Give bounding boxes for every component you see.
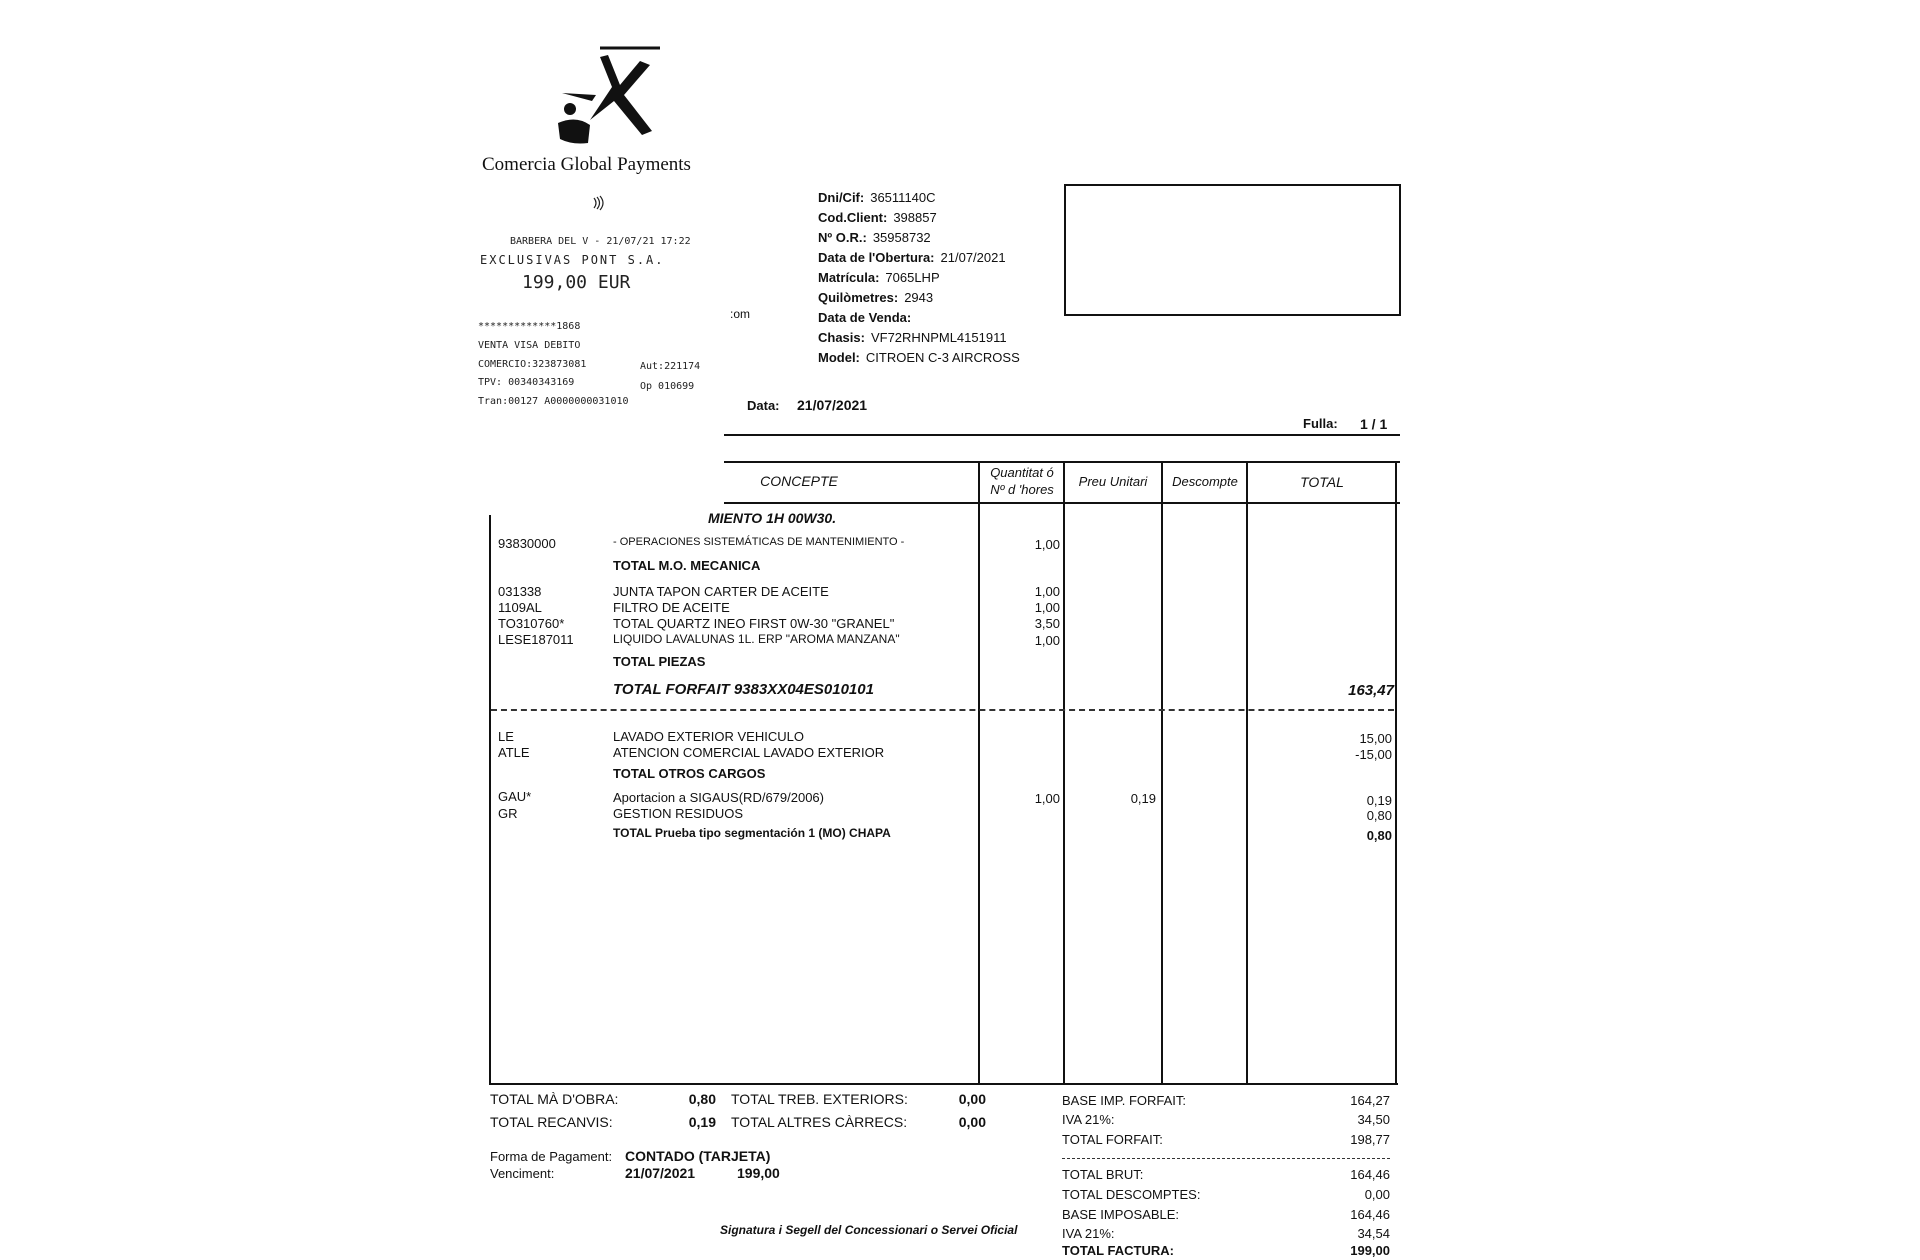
info-opening-date: Data de l'Obertura: 21/07/2021 xyxy=(818,250,1006,265)
labor-total-footer-value: 0,80 xyxy=(688,1091,716,1107)
receipt-comercio: COMERCIO:323873081 xyxy=(478,359,587,370)
contactless-icon xyxy=(590,195,606,214)
receipt-location-date: BARBERA DEL V - 21/07/21 17:22 xyxy=(510,236,691,247)
section-divider xyxy=(491,709,1394,711)
part-desc: FILTRO DE ACEITE xyxy=(613,600,730,615)
date-value: 21/07/2021 xyxy=(797,397,868,413)
other-desc: GESTION RESIDUOS xyxy=(613,806,744,821)
segment-label: TOTAL Prueba tipo segmentación 1 (MO) CHAPA xyxy=(613,826,891,840)
forfait-label: TOTAL FORFAIT 9383XX04ES010101 xyxy=(613,681,874,698)
other-charges-label: TOTAL ALTRES CÀRRECS: xyxy=(731,1114,908,1130)
summary-value: 198,77 xyxy=(1350,1132,1390,1147)
info-km: Quilòmetres: 2943 xyxy=(818,290,934,305)
summary-label: IVA 21%: xyxy=(1062,1226,1115,1241)
summary-label: BASE IMPOSABLE: xyxy=(1062,1207,1180,1222)
other-total: -15,00 xyxy=(1355,747,1392,762)
summary-value: 34,54 xyxy=(1357,1226,1390,1241)
other-desc: ATENCION COMERCIAL LAVADO EXTERIOR xyxy=(613,745,885,760)
parts-total-footer-value: 0,19 xyxy=(688,1114,716,1130)
col-concept: CONCEPTE xyxy=(760,473,838,489)
signature-caption: Signatura i Segell del Concessionari o Servei Oficial xyxy=(720,1223,1018,1237)
info-sale-date: Data de Venda: xyxy=(818,310,912,325)
part-qty: 1,00 xyxy=(1034,584,1060,599)
labor-code: 93830000 xyxy=(498,536,556,551)
summary-label: TOTAL DESCOMPTES: xyxy=(1062,1187,1201,1202)
summary-label: IVA 21%: xyxy=(1062,1112,1115,1127)
col-total: TOTAL xyxy=(1300,474,1344,490)
receipt-tpv: TPV: 00340343169 xyxy=(478,377,575,388)
sheet-label: Fulla: xyxy=(1303,416,1338,431)
info-dni: Dni/Cif: 36511140C xyxy=(818,190,936,205)
summary-label: BASE IMP. FORFAIT: xyxy=(1062,1093,1187,1108)
info-client-code: Cod.Client: 398857 xyxy=(818,210,937,225)
other-qty: 1,00 xyxy=(1034,791,1060,806)
sheet-value: 1 / 1 xyxy=(1360,416,1388,432)
summary-value: 0,00 xyxy=(1364,1187,1390,1202)
brand-name: Comercia Global Payments xyxy=(482,154,691,175)
part-code: 1109AL xyxy=(498,600,542,615)
receipt-aut: Aut:221174 xyxy=(640,361,701,372)
info-plate: Matrícula: 7065LHP xyxy=(818,270,940,285)
summary-divider xyxy=(1062,1158,1390,1159)
other-code: GR xyxy=(498,806,518,821)
labor-qty: 1,00 xyxy=(1034,537,1060,552)
parts-total-label: TOTAL PIEZAS xyxy=(613,654,706,669)
part-qty: 1,00 xyxy=(1034,600,1060,615)
labor-total-footer-label: TOTAL MÀ D'OBRA: xyxy=(490,1091,619,1107)
other-code: GAU* xyxy=(498,789,532,804)
part-desc: TOTAL QUARTZ INEO FIRST 0W-30 "GRANEL" xyxy=(613,616,895,631)
brand-logo xyxy=(530,45,670,145)
other-charges-value: 0,00 xyxy=(958,1114,986,1130)
other-price: 0,19 xyxy=(1130,791,1156,806)
col-discount: Descompte xyxy=(1172,474,1238,489)
info-chassis: Chasis: VF72RHNPML4151911 xyxy=(818,330,1007,345)
date-label: Data: xyxy=(747,398,780,413)
part-qty: 1,00 xyxy=(1034,633,1060,648)
col-qty-line2: Nº d 'hores xyxy=(990,482,1054,497)
other-desc: LAVADO EXTERIOR VEHICULO xyxy=(613,729,804,744)
part-desc: JUNTA TAPON CARTER DE ACEITE xyxy=(613,584,829,599)
due-date: 21/07/2021 xyxy=(625,1165,696,1181)
labor-desc: - OPERACIONES SISTEMÁTICAS DE MANTENIMIENTO - xyxy=(613,536,905,548)
address-box xyxy=(1064,184,1401,316)
info-or-number: Nº O.R.: 35958732 xyxy=(818,230,931,245)
other-total: 15,00 xyxy=(1359,731,1392,746)
part-code: 031338 xyxy=(498,584,542,599)
receipt-op: Op 010699 xyxy=(640,381,695,392)
part-code: TO310760* xyxy=(498,616,565,631)
invoice-total-value: 199,00 xyxy=(1350,1243,1390,1258)
other-total: 0,19 xyxy=(1366,793,1392,808)
other-desc: Aportacion a SIGAUS(RD/679/2006) xyxy=(613,790,824,805)
parts-total-footer-label: TOTAL RECANVIS: xyxy=(490,1114,613,1130)
part-desc: LIQUIDO LAVALUNAS 1L. ERP "AROMA MANZANA" xyxy=(613,632,900,646)
receipt-card-number: *************1868 xyxy=(478,321,581,332)
payment-value: CONTADO (TARJETA) xyxy=(625,1148,771,1164)
summary-value: 34,50 xyxy=(1357,1112,1390,1127)
segment-total: 0,80 xyxy=(1366,828,1392,843)
summary-label: TOTAL BRUT: xyxy=(1062,1167,1144,1182)
receipt-sale-type: VENTA VISA DEBITO xyxy=(478,340,581,351)
info-model: Model: CITROEN C-3 AIRCROSS xyxy=(818,350,1020,365)
part-qty: 3,50 xyxy=(1034,616,1060,631)
other-total-label: TOTAL OTROS CARGOS xyxy=(613,766,766,781)
ext-total-label: TOTAL TREB. EXTERIORS: xyxy=(731,1091,908,1107)
ext-total-value: 0,00 xyxy=(958,1091,986,1107)
section1-title: MIENTO 1H 00W30. xyxy=(708,510,837,526)
summary-value: 164,27 xyxy=(1350,1093,1390,1108)
receipt-amount: 199,00 EUR xyxy=(522,272,631,293)
due-label: Venciment: xyxy=(490,1166,555,1181)
summary-value: 164,46 xyxy=(1350,1167,1390,1182)
com-fragment: :om xyxy=(730,307,751,321)
receipt-tran: Tran:00127 A0000000031010 xyxy=(478,396,629,407)
receipt-merchant: EXCLUSIVAS PONT S.A. xyxy=(480,253,665,267)
labor-total-label: TOTAL M.O. MECANICA xyxy=(613,558,761,573)
other-total: 0,80 xyxy=(1366,808,1392,823)
forfait-total: 163,47 xyxy=(1348,682,1394,699)
other-code: ATLE xyxy=(498,745,530,760)
due-amount: 199,00 xyxy=(737,1165,780,1181)
payment-label: Forma de Pagament: xyxy=(490,1149,613,1164)
summary-label: TOTAL FORFAIT: xyxy=(1062,1132,1163,1147)
col-qty-line1: Quantitat ó xyxy=(990,465,1054,480)
other-code: LE xyxy=(498,729,514,744)
col-unit-price: Preu Unitari xyxy=(1078,474,1148,489)
part-code: LESE187011 xyxy=(498,632,574,647)
invoice-total-label: TOTAL FACTURA: xyxy=(1062,1243,1174,1258)
summary-value: 164,46 xyxy=(1350,1207,1390,1222)
